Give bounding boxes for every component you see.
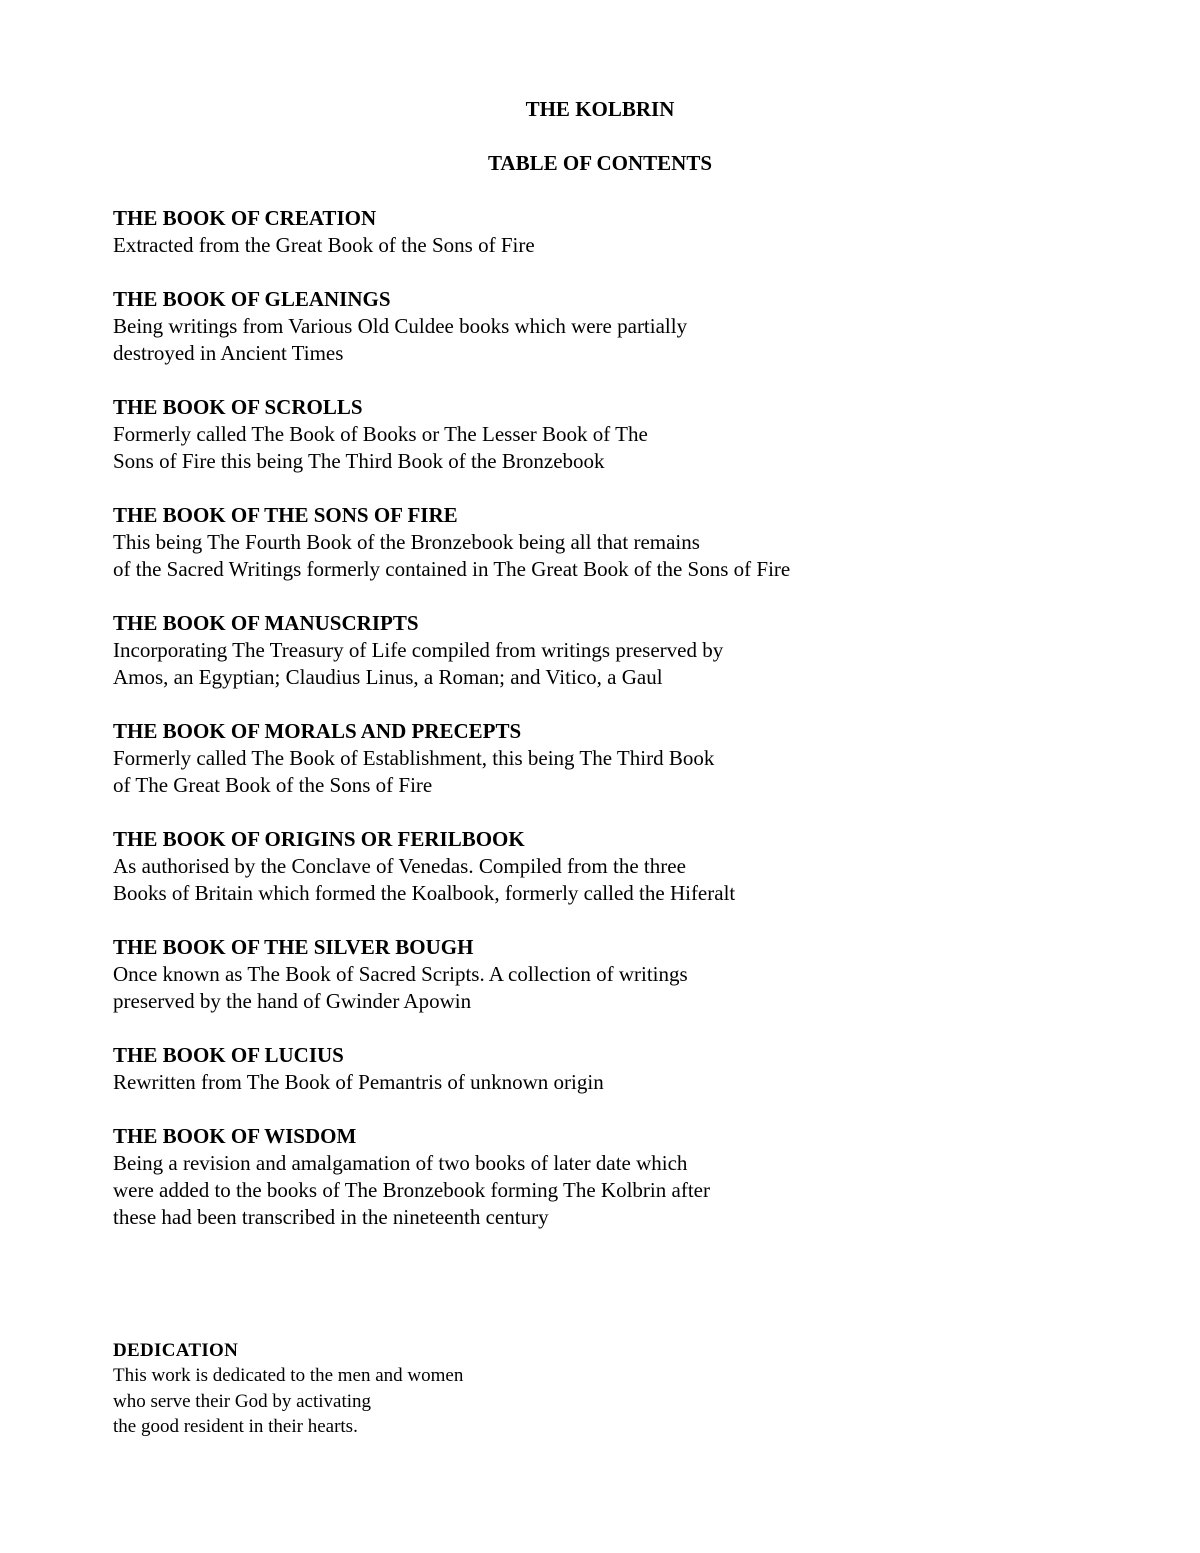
toc-entry [113, 205, 1113, 259]
dedication-section [113, 1338, 813, 1440]
table-of-contents [113, 205, 1113, 1258]
toc-entry-description: of The Great Book of the Sons of Fire [113, 773, 433, 797]
toc-entry-heading: THE BOOK OF MORALS AND PRECEPTS [113, 719, 522, 743]
toc-entry-heading: THE BOOK OF THE SILVER BOUGH [113, 935, 474, 959]
table-of-contents-heading: TABLE OF CONTENTS [487, 151, 713, 175]
toc-entry-heading: THE BOOK OF THE SONS OF FIRE [113, 503, 458, 527]
toc-entry-description: Formerly called The Book of Books or The Lesser Book of The [113, 422, 648, 446]
toc-entry-heading: THE BOOK OF LUCIUS [113, 1043, 344, 1067]
toc-entry-description: Once known as The Book of Sacred Scripts. A collection of writings [113, 962, 688, 986]
toc-entry-heading: THE BOOK OF WISDOM [113, 1124, 357, 1148]
toc-entry-description: Being a revision and amalgamation of two books of later date which [113, 1151, 688, 1175]
toc-entry [113, 718, 1113, 799]
toc-entry-description: these had been transcribed in the nineteenth century [113, 1205, 549, 1229]
toc-entry-description: Incorporating The Treasury of Life compiled from writings preserved by [113, 638, 724, 662]
toc-entry [113, 394, 1113, 475]
toc-entry [113, 1123, 1113, 1231]
toc-entry [113, 1042, 1113, 1096]
toc-entry-heading: THE BOOK OF CREATION [113, 206, 377, 230]
document-title: THE KOLBRIN [525, 97, 675, 121]
toc-entry-description: Sons of Fire this being The Third Book of the Bronzebook [113, 449, 605, 473]
toc-entry-description: As authorised by the Conclave of Venedas. Compiled from the three [113, 854, 686, 878]
toc-entry-heading: THE BOOK OF SCROLLS [113, 395, 363, 419]
toc-entry-description: destroyed in Ancient Times [113, 341, 344, 365]
toc-entry [113, 826, 1113, 907]
dedication-line: the good resident in their hearts. [113, 1416, 358, 1437]
toc-entry [113, 502, 1113, 583]
toc-entry-description: Being writings from Various Old Culdee books which were partially [113, 314, 688, 338]
toc-entry-description: This being The Fourth Book of the Bronzebook being all that remains [113, 530, 700, 554]
toc-entry-heading: THE BOOK OF GLEANINGS [113, 287, 391, 311]
toc-entry-description: were added to the books of The Bronzebook forming The Kolbrin after [113, 1178, 710, 1202]
toc-entry-heading: THE BOOK OF ORIGINS OR FERILBOOK [113, 827, 525, 851]
toc-entry [113, 286, 1113, 367]
toc-entry-description: of the Sacred Writings formerly contained in The Great Book of the Sons of Fire [113, 557, 791, 581]
toc-entry-description: Books of Britain which formed the Koalbook, formerly called the Hiferalt [113, 881, 736, 905]
dedication-heading: DEDICATION [113, 1340, 239, 1361]
dedication-line: This work is dedicated to the men and women [113, 1365, 464, 1386]
toc-entry-heading: THE BOOK OF MANUSCRIPTS [113, 611, 419, 635]
toc-entry [113, 934, 1113, 1015]
toc-entry-description: Formerly called The Book of Establishment, this being The Third Book [113, 746, 715, 770]
toc-entry-description: preserved by the hand of Gwinder Apowin [113, 989, 472, 1013]
toc-entry-description: Amos, an Egyptian; Claudius Linus, a Roman; and Vitico, a Gaul [113, 665, 663, 689]
toc-entry-description: Extracted from the Great Book of the Sons of Fire [113, 233, 535, 257]
toc-entry-description: Rewritten from The Book of Pemantris of unknown origin [113, 1070, 604, 1094]
dedication-line: who serve their God by activating [113, 1390, 372, 1412]
toc-entry [113, 610, 1113, 691]
